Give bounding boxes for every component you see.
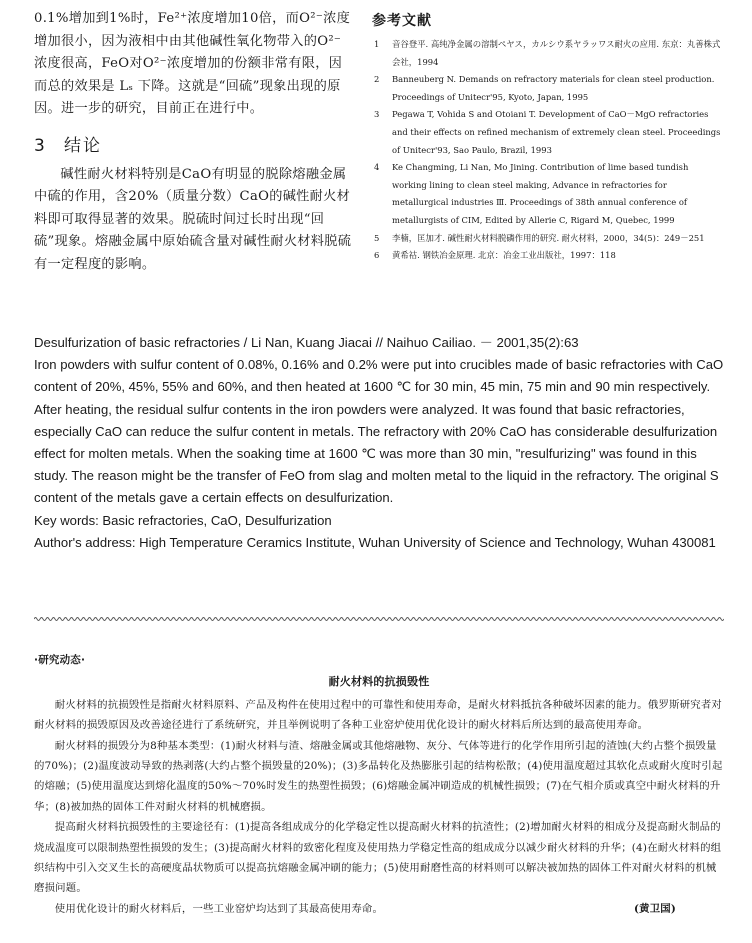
reference-item (372, 230, 722, 248)
keywords-line (34, 510, 724, 532)
news-closing-line (34, 899, 724, 919)
reference-number: 6 (374, 250, 380, 261)
news-tag: ·研究动态· (34, 654, 86, 666)
references (372, 10, 722, 265)
research-news (34, 650, 724, 919)
news-title: 耐火材料的抗损毁性 (328, 675, 430, 689)
references-title: 参考文献 (372, 13, 432, 29)
reference-number: 4 (374, 162, 380, 173)
english-abstract (34, 332, 724, 554)
wavy-divider (34, 614, 724, 624)
section-heading (34, 135, 352, 158)
reference-text: Pegawa T, Vohida S and Otoiani T. Development of CaO－MgO refractories and their effects on refined mechanism of extremely clean steel. Proceedings of Unitecr'93, Sao Paulo, Brazil, 1993 (392, 109, 721, 155)
news-paragraph: 耐火材料的抗损毁性是指耐火材料原料、产品及构件在使用过程中的可靠性和使用寿命，是耐火材料抵抗各种破坏因素的能力。俄罗斯研究者对耐火材料的损毁原因及改善途径进行了系统研究，并且举例说明了各种工业窑炉使用优化设计的耐火材料后所达到的最高使用寿命。 (34, 698, 722, 732)
address-label: Author's address: (34, 534, 136, 550)
address-line (34, 532, 724, 554)
abstract-body: Iron powders with sulfur content of 0.08%, 0.16% and 0.2% were put into crucibles made of basic refractories with CaO content of 20%, 45%, 55% and 60%, and then heated at 1600 ℃ for 30 min, 45 min, 75 min and 90 min respectively. After heating, the residual sulfur contents in the iron powders were analyzed. It was found that basic refractories, especially CaO can reduce the sulfur content in metals. The refractory with 20% CaO has considerable desulfurization effect for molten metals. When the soaking time at 1600 ℃ was more than 30 min, "resulfurizing" was found in this study. The reason might be the transfer of FeO from slag and molten metal to the liquid in the refractory. The original S content of the metals gave a certain effects on desulfurization. (34, 357, 724, 506)
abstract-citation: Desulfurization of basic refractories / Li Nan, Kuang Jiacai // Naihuo Cailiao. － 2001,35(2):63 (34, 335, 579, 350)
reference-number: 1 (374, 39, 380, 49)
section-title: 结论 (64, 135, 102, 156)
body-paragraph: 0.1%增加到1%时，Fe²⁺浓度增加10倍，而O²⁻浓度增加很小，因为液相中由其他碱性氧化物带入的O²⁻浓度很高，FeO对O²⁻浓度增加的份额非常有限，因而总的效果是 Lₛ 下降。这就是“回硫”现象出现的原因。进一步的研究，目前正在进行中。 (34, 11, 351, 117)
reference-number: 3 (374, 109, 380, 120)
reference-item (372, 36, 722, 71)
reference-list (372, 36, 722, 265)
news-author: (黄卫国) (633, 902, 676, 915)
section-number: 3 (34, 135, 47, 156)
reference-text: Banneuberg N. Demands on refractory materials for clean steel production. Proceedings of Unitecr'95, Kyoto, Japan, 1995 (392, 74, 715, 102)
news-paragraph: 提高耐火材料抗损毁性的主要途径有：(1)提高各组成成分的化学稳定性以提高耐火材料的抗渣性；(2)增加耐火材料的相成分及提高耐火制品的烧成温度可以限制热塑性损毁的发生；(3)提高耐火材料的致密化程度及使用热力学稳定性高的组成成分以减少耐火材料的升华；(4)在耐火材料的组织结构中引入交叉生长的高硬度晶状物质可以提高抗熔融金属冲刷的能力；(5)使用耐磨性高的材料则可以解决被加热的固体工件对耐火材料的机械磨损问题。 (34, 821, 722, 895)
reference-item (372, 106, 722, 159)
reference-text: 音谷登平. 高纯净金属の溶制ペヤス，カルシウ系ヤラッワス耐火の应用. 东京：丸善株式会社，1994 (392, 39, 721, 67)
reference-number: 5 (374, 232, 380, 243)
left-column (34, 8, 352, 277)
conclusion-paragraph: 碱性耐火材料特别是CaO有明显的脱除熔融金属中硫的作用，含20%（质量分数）CaO的碱性耐火材料即可取得显著的效果。脱硫时间过长时出现“回硫”现象。熔融金属中原始硫含量对碱性耐火材料脱硫有一定程度的影响。 (34, 166, 352, 272)
address-value: High Temperature Ceramics Institute, Wuhan University of Science and Technology, Wuhan 430081 (139, 534, 716, 550)
news-paragraph: 耐火材料的损毁分为8种基本类型：(1)耐火材料与渣、熔融金属或其他熔融物、灰分、气体等进行的化学作用所引起的渣蚀(大约占整个损毁量的70%)；(2)温度波动导致的热剥落(大约占整个损毁量的20%)；(3)多晶转化及热膨胀引起的结构松散；(4)使用温度超过其软化点或耐火度时引起的熔融；(5)使用温度达到熔化温度的50%～70%时发生的热塑性损毁；(6)熔融金属冲刷造成的机械性损毁；(7)在气相介质或真空中耐火材料的升华；(8)被加热的固体工件对耐火材料的机械磨损。 (34, 739, 723, 813)
reference-item (372, 159, 722, 229)
reference-item (372, 71, 722, 106)
reference-number: 2 (374, 74, 380, 85)
reference-item (372, 247, 722, 265)
reference-text: Ke Changming, Li Nan, Mo Jining. Contribution of lime based tundish working lining to clean steel making, Advance in refractories for metallurgical industries Ⅲ. Proceedings of 38th annual conference of metallurgists of CIM, Edited by Allerie C, Rigard M, Quebec, 1999 (392, 162, 689, 225)
keywords-value: Basic refractories, CaO, Desulfurization (102, 512, 332, 528)
reference-text: 李楠，匡加才. 碱性耐火材料脱磷作用的研究. 耐火材料，2000，34(5)：249－251 (392, 232, 705, 243)
reference-text: 黄希祜. 钢铁冶金原理. 北京：冶金工业出版社，1997：118 (392, 250, 616, 261)
keywords-label: Key words: (34, 512, 99, 528)
news-paragraph: 使用优化设计的耐火材料后，一些工业窑炉均达到了其最高使用寿命。 (54, 902, 384, 915)
